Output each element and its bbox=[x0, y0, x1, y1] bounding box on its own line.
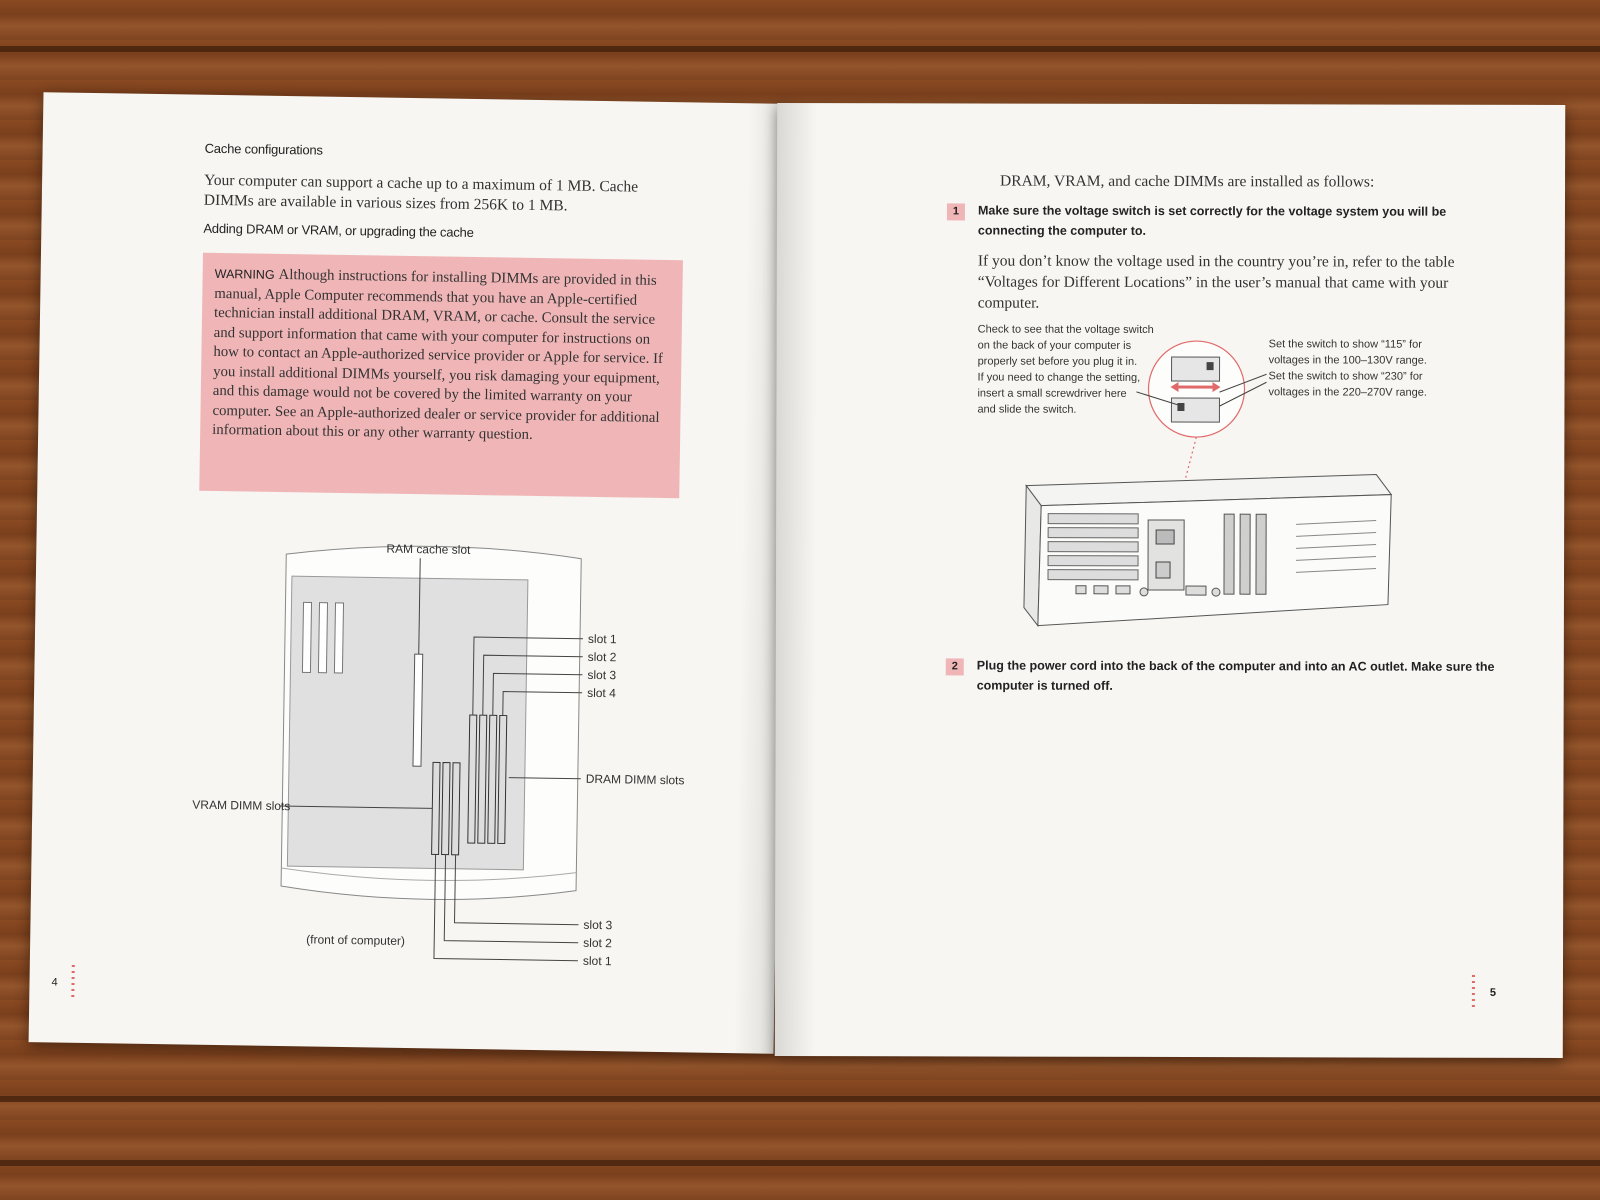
callout-left-line-3: properly set before you plug it in. bbox=[977, 355, 1138, 368]
step-1-line-1: Make sure the voltage switch is set correctly for the voltage system you will be bbox=[977, 203, 1447, 219]
step-1-body-line-3: computer. bbox=[977, 294, 1040, 312]
page-number-right: 5 bbox=[1489, 986, 1497, 999]
callout-right-line-1: Set the switch to show “115” for bbox=[1268, 338, 1422, 351]
dram-slot-1 bbox=[468, 715, 477, 843]
dram-slot-3 bbox=[488, 715, 497, 843]
step-1-line-2: connecting the computer to. bbox=[977, 223, 1146, 238]
power-socket bbox=[1156, 530, 1174, 544]
vram-slot-2-label: slot 2 bbox=[583, 935, 613, 951]
dram-slot-4 bbox=[498, 715, 507, 843]
callout-right-line-2: voltages in the 100–130V range. bbox=[1268, 354, 1427, 367]
callout-left-line-6: and slide the switch. bbox=[977, 403, 1077, 416]
step-1-number: 1 bbox=[947, 203, 965, 220]
vram-slot-3-label: slot 3 bbox=[583, 917, 613, 933]
board-slot bbox=[334, 603, 343, 673]
floor-board-seam bbox=[0, 46, 1600, 52]
callout-right-line-3: Set the switch to show “230” for bbox=[1268, 370, 1423, 383]
ram-cache-slot bbox=[413, 654, 423, 766]
magnifier-circle bbox=[1148, 341, 1244, 437]
board-slot bbox=[302, 602, 311, 672]
vram-slot-2 bbox=[442, 763, 450, 855]
switch-115-knob bbox=[1207, 362, 1214, 370]
dram-dimm-slots-label: DRAM DIMM slots bbox=[585, 771, 685, 788]
callout-right-line-4: voltages in the 220–270V range. bbox=[1268, 386, 1427, 399]
floor-board-seam bbox=[0, 1160, 1600, 1166]
dram-slot-2-label: slot 2 bbox=[587, 649, 617, 665]
left-page bbox=[29, 92, 789, 1054]
vram-dimm-slots-label: VRAM DIMM slots bbox=[192, 797, 291, 814]
board-slot bbox=[318, 603, 327, 673]
warning-box bbox=[199, 253, 683, 499]
warning-label: WARNING bbox=[214, 266, 275, 282]
expansion-slots bbox=[1224, 514, 1266, 594]
logic-board-diagram bbox=[30, 512, 782, 984]
front-of-computer-label: (front of computer) bbox=[306, 932, 406, 948]
floor-board-seam bbox=[0, 1096, 1600, 1102]
step-1-body-line-1: If you don’t know the voltage used in the country you’re in, refer to the table bbox=[977, 252, 1455, 271]
callout-left-line-2: on the back of your computer is bbox=[977, 339, 1132, 352]
step-2-line-1: Plug the power cord into the back of the computer and into an AC outlet. Make sure the bbox=[976, 658, 1495, 674]
cache-body-line-2: DIMMs are available in various sizes from 256K to 1 MB. bbox=[203, 191, 568, 215]
step-2-number: 2 bbox=[946, 658, 964, 675]
ram-cache-slot-label: RAM cache slot bbox=[386, 541, 471, 557]
callout-left-line-1: Check to see that the voltage switch bbox=[977, 323, 1154, 336]
vent-grille bbox=[1048, 514, 1138, 580]
warning-text: Although instructions for installing DIMMs are provided in this manual, Apple Computer recommends that you have an Apple-certified technician install additional DRAM, VRAM, or cache. Consult the service and support information that came with your computer for instructions on how to contact an Apple-authorized service provider or Apple for service. If you install additional DIMMs yourself, you risk damaging your equipment, and this damage would not be covered by the limited warranty on your computer. See an Apple-authorized dealer or service provider for additional information about this or any other warranty question. bbox=[212, 266, 664, 443]
vram-slot-1 bbox=[432, 762, 440, 854]
dram-slot-4-label: slot 4 bbox=[587, 685, 616, 701]
callout-left-line-5: insert a small screwdriver here bbox=[977, 387, 1127, 400]
dram-slot-2 bbox=[478, 715, 487, 843]
dram-slot-1-label: slot 1 bbox=[587, 631, 617, 647]
page-marker-dots bbox=[1472, 975, 1475, 1009]
vram-slot-1-label: slot 1 bbox=[582, 953, 612, 969]
intro-text: DRAM, VRAM, and cache DIMMs are installed as follows: bbox=[1000, 172, 1375, 191]
vram-slot-3 bbox=[452, 763, 460, 855]
step-2-line-2: computer is turned off. bbox=[976, 678, 1113, 693]
step-1-body-line-2: “Voltages for Different Locations” in the user’s manual that came with your bbox=[977, 273, 1449, 292]
heading-adding-dram: Adding DRAM or VRAM, or upgrading the cache bbox=[203, 220, 474, 240]
dram-slot-3-label: slot 3 bbox=[587, 667, 617, 683]
switch-230-knob bbox=[1177, 403, 1184, 411]
page-number-left: 4 bbox=[51, 976, 58, 989]
page-marker-dots bbox=[71, 965, 75, 999]
heading-cache-configurations: Cache configurations bbox=[204, 140, 323, 158]
callout-left-line-4: If you need to change the setting, bbox=[977, 371, 1141, 384]
cache-body-line-1: Your computer can support a cache up to a maximum of 1 MB. Cache bbox=[204, 171, 639, 196]
right-page bbox=[775, 103, 1565, 1058]
voltage-switch-port bbox=[1156, 562, 1170, 578]
voltage-switch-illustration bbox=[776, 323, 1565, 655]
warning-paragraph bbox=[212, 265, 675, 448]
